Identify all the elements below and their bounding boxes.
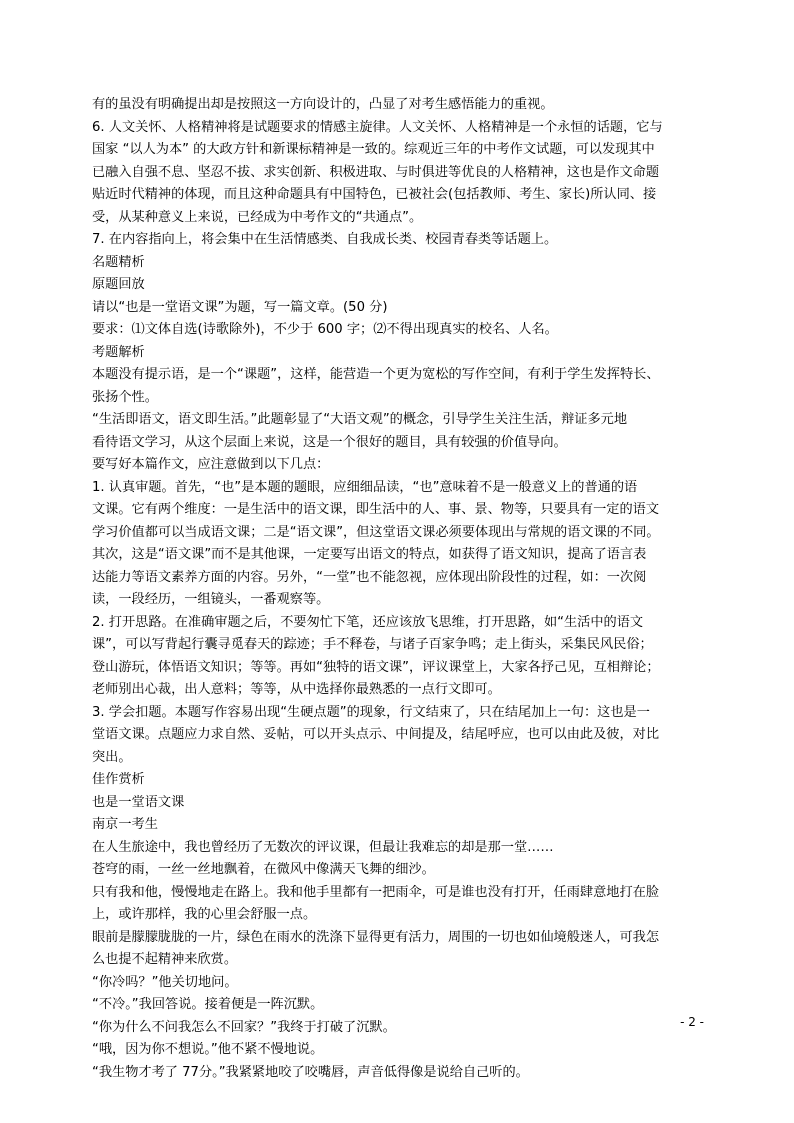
- section-heading: 名题精析: [92, 254, 145, 270]
- text-line: 登山游玩，体悟语文知识；等等。再如“独特的语文课”，评议课堂上，大家各抒己见，互相辩论；: [92, 659, 660, 675]
- text-line: 要求：⑴文体自选(诗歌除外)，不少于 600 字；⑵不得出现真实的校名、人名。: [92, 322, 558, 337]
- section-heading: 考题解析: [92, 344, 145, 360]
- text-line: “你为什么不问我怎么不回家？”我终于打破了沉默。: [92, 1019, 396, 1035]
- text-line: 1. 认真审题。首先，“也”是本题的题眼，应细细品读，“也”意味着不是一般意义上的普通的语: [92, 479, 638, 495]
- text-line: 堂语文课。点题应力求自然、妥帖，可以开头点示、中间提及，结尾呼应，也可以由此及彼，对比: [92, 727, 660, 742]
- document-body: [92, 94, 712, 1084]
- text-line: 达能力等语文素养方面的内容。另外，“一堂”也不能忽视，应体现出阶段性的过程，如：一次阅: [92, 569, 647, 585]
- text-line: 3. 学会扣题。本题写作容易出现“生硬点题”的现象，行文结束了，只在结尾加上一句：这也是一: [92, 704, 650, 720]
- text-line: 在人生旅途中，我也曾经历了无数次的评议课，但最让我难忘的却是那一堂……: [92, 839, 554, 855]
- text-line: “我生物才考了 77分。”我紧紧地咬了咬嘴唇，声音低得像是说给自己听的。: [92, 1064, 529, 1080]
- essay-title: 也是一堂语文课: [92, 794, 185, 810]
- text-line: 本题没有提示语，是一个“课题”，这样，能营造一个更为宽松的写作空间，有利于学生发挥特长、: [92, 367, 660, 382]
- text-line: 上，或许那样，我的心里会舒服一点。: [92, 907, 317, 922]
- text-line: 贴近时代精神的体现，而且这种命题具有中国特色，已被社会(包括教师、考生、家长)所认同、接: [92, 187, 657, 202]
- text-line: 读，一段经历，一组镜头，一番观察等。: [92, 592, 330, 607]
- text-line: 国家 “以人为本” 的大政方针和新课标精神是一致的。综观近三年的中考作文试题，可以发现其中: [92, 142, 655, 157]
- text-line: 文课。它有两个维度：一是生活中的语文课，即生活中的人、事、景、物等，只要具有一定的语文: [92, 502, 660, 517]
- text-line: “生活即语文，语文即生活。”此题彰显了“大语文观”的概念，引导学生关注生活，辩证多元地: [92, 412, 628, 427]
- text-line: 6. 人文关怀、人格精神将是试题要求的情感主旋律。人文关怀、人格精神是一个永恒的话题，它与: [92, 119, 663, 135]
- text-line: 2. 打开思路。在准确审题之后，不要匆忙下笔，还应该放飞思维，打开思路，如“生活中的语文: [92, 614, 644, 630]
- text-line: 只有我和他，慢慢地走在路上。我和他手里都有一把雨伞，可是谁也没有打开，任雨肆意地打在脸: [92, 884, 660, 900]
- text-line: 7. 在内容指向上，将会集中在生活情感类、自我成长类、校园青春类等话题上。: [92, 232, 558, 247]
- text-line: “你冷吗？”他关切地问。: [92, 974, 238, 990]
- text-line: 受，从某种意义上来说，已经成为中考作文的“共通点”。: [92, 209, 423, 225]
- text-line: 看待语文学习，从这个层面上来说，这是一个很好的题目，具有较强的价值导向。: [92, 434, 567, 450]
- section-heading: 佳作赏析: [92, 772, 145, 787]
- text-line: 眼前是朦朦胧胧的一片，绿色在雨水的洗涤下显得更有活力，周围的一切也如仙境般迷人，可我怎: [92, 929, 660, 945]
- text-line: 有的虽没有明确提出却是按照这一方向设计的，凸显了对考生感悟能力的重视。: [92, 97, 554, 112]
- text-line: 请以“也是一堂语文课”为题，写一篇文章。(50 分): [92, 299, 388, 315]
- text-line: 要写好本篇作文，应注意做到以下几点：: [92, 457, 330, 472]
- essay-author: 南京一考生: [92, 817, 158, 832]
- text-line: 课”，可以写背起行囊寻觅春天的踪迹；手不释卷，与诸子百家争鸣；走上街头，采集民风民俗；: [92, 637, 653, 652]
- text-line: 已融入自强不息、坚忍不拔、求实创新、积极进取、与时俱进等优良的人格精神，这也是作文命题: [92, 164, 660, 180]
- text-line: 学习价值都可以当成语文课；二是“语文课”，但这堂语文课必须要体现出与常规的语文课的不同。: [92, 524, 660, 540]
- text-line: 突出。: [92, 749, 132, 765]
- text-line: 张扬个性。: [92, 389, 158, 405]
- section-heading: 原题回放: [92, 277, 145, 292]
- text-line: 苍穹的雨，一丝一丝地飘着，在微风中像满天飞舞的细沙。: [92, 862, 435, 877]
- text-line: 么也提不起精神来欣赏。: [92, 952, 238, 967]
- text-line: “不冷。”我回答说。接着便是一阵沉默。: [92, 997, 324, 1012]
- text-line: 老师别出心裁，出人意料；等等，从中选择你最熟悉的一点行文即可。: [92, 682, 501, 697]
- text-line: 其次，这是“语文课”而不是其他课，一定要写出语文的特点，如获得了语文知识，提高了语言表: [92, 547, 647, 562]
- text-line: “哦，因为你不想说。”他不紧不慢地说。: [92, 1042, 324, 1057]
- page-number: - 2 -: [680, 1015, 704, 1029]
